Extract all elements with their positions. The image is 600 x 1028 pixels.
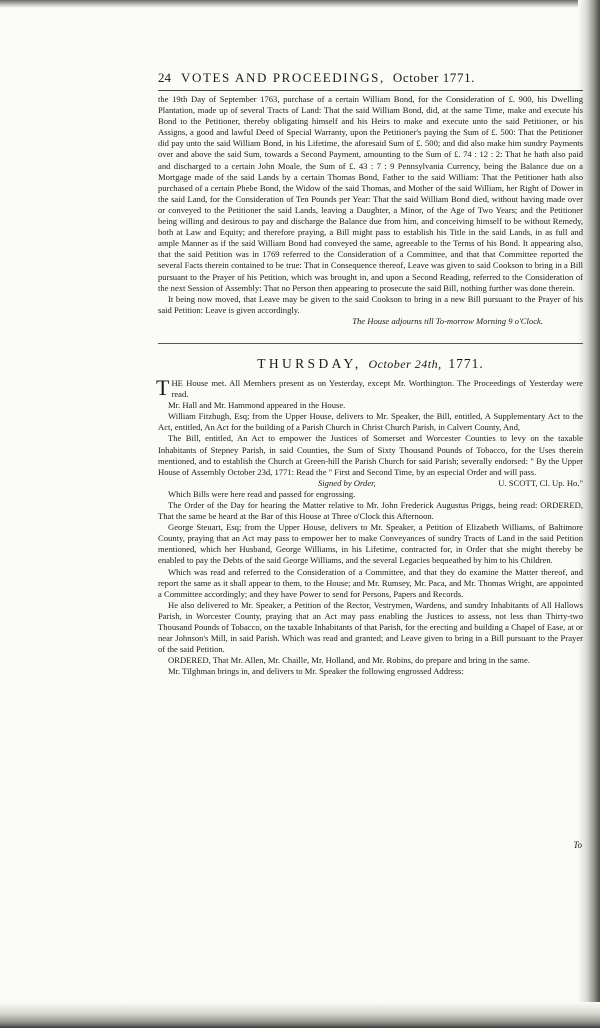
members-appeared: Mr. Hall and Mr. Hammond appeared in the House.	[168, 400, 346, 411]
committee-referral: Which was read and referred to the Consideration of a Committee, and that they do examine the Matter thereof, and report the same as it shall appear to them, to the House; and Mr. Rumsey, Mr. Paca, and Mr. Thomas Wright, are appointed a Committee accordingly; and they have Power to send for Persons, Papers and Records.	[158, 566, 583, 599]
day-heading	[158, 356, 583, 372]
day-name: THURSDAY,	[257, 355, 362, 371]
page-bottom-edge	[0, 1002, 600, 1028]
all-hallows-petition: He also delivered to Mr. Speaker, a Petition of the Rector, Vestrymen, Wardens, and sundry Inhabitants of All Hallows Parish, in Worcester County, praying that an Act may pass enabling the Justices to assess, not less than Thirty-two Thousand Pounds of Tobacco, on the taxable Inhabitants of that Parish, for the erecting and building a Chapel of Ease, at or near Johnson's Mill, in said Parish. Which was read and granted; and Leave given to bring in a Bill pursuant to the Prayer of the said Petition.	[158, 599, 583, 655]
header-rule	[158, 90, 583, 91]
drop-cap: T	[156, 374, 170, 400]
running-title: VOTES AND PROCEEDINGS,	[181, 70, 385, 85]
adjournment-note: The House adjourns till To-morrow Morning 9 o'Clock.	[352, 315, 543, 326]
section-divider	[158, 343, 583, 344]
house-met-paragraph	[156, 374, 583, 400]
running-head	[158, 70, 583, 86]
day-date: October 24th,	[368, 356, 442, 371]
leave-paragraph: It being now moved, that Leave may be given to the said Cookson to bring in a new Bill pursuant to the Prayer of his said Petition: Leave is given accordingly.	[158, 293, 583, 315]
catchword: To	[573, 840, 582, 850]
signature-line	[158, 478, 583, 489]
stepney-bill: The Bill, entitled, An Act to empower the Justices of Somerset and Worcester Counties to levy on the taxable Inhabitants of Stepney Parish, in said Counties, the Sum of Sixty Thousand Pounds of Tobacco, for the Uses therein mentioned, and to establish the Church at Green-hill the Parish Church for said Parish; severally endorsed: " By the Upper House of Assembly October 23d, 1771: Read the " First and Second Time, by an especial Order and will pass.	[158, 433, 583, 477]
signature-name: U. SCOTT, Cl. Up. Ho."	[498, 477, 583, 488]
house-met-text: HE House met. All Members present as on Yesterday, except Mr. Worthington. The Proceedings of Yesterday were read.	[171, 377, 583, 400]
prepare-bill-order: ORDERED, That Mr. Allen, Mr. Chaille, Mr. Holland, and Mr. Robins, do prepare and bring in the same.	[168, 655, 530, 666]
day-year: 1771.	[448, 355, 484, 371]
page-top-edge	[0, 0, 600, 8]
bills-engrossing: Which Bills were here read and passed for engrossing.	[168, 488, 356, 499]
running-date: October 1771.	[392, 70, 476, 85]
fitzhugh-delivery: William Fitzhugh, Esq; from the Upper House, delivers to Mr. Speaker, the Bill, entitled, A Supplementary Act to the Act, entitled, An Act for the building of a Parish Church in Christ Church Parish, in Calvert County, And,	[158, 411, 583, 433]
priggs-order: The Order of the Day for hearing the Matter relative to Mr. John Frederick Augustus Priggs, being read: ORDERED, That the same be heard at the Bar of this House at Three o'Clock this Afternoon.	[158, 500, 583, 522]
tilghman-address: Mr. Tilghman brings in, and delivers to Mr. Speaker the following engrossed Address:	[168, 666, 464, 677]
page-number: 24	[158, 70, 171, 85]
continued-paragraph: the 19th Day of September 1763, purchase of a certain William Bond, for the Consideration of £. 900, his Dwelling Plantation, made up of several Tracts of Land: That the said William Bond, did, at the same Time, make and execute his Bond to the Petitioner, thereby obligating himself and his Heirs to make and execute unto the said Petitioner, or his Assigns, a good and lawful Deed of Special Warranty, upon the Petitioner's paying the Sum of £. 500: That the Petitioner did pay unto the said William Bond, in his Lifetime, the aforesaid Sum of £. 500; and did also make him sundry Payments over and above the said Sum, towards a Second Payment, amounting to the Sum of £. 74 : 12 : 2: That he hath also paid and discharged to a certain John Moale, the Sum of £. 43 : 7 : 9 Pennsylvania Currency, being the Balance due on a Mortgage made of the said Lands by a certain Thomas Bond, Father to the said William: That the Petitioner hath also purchased of a certain Phebe Bond, the Widow of the said Thomas, and Mother of the said William, her Right of Dower in the said Land, for the Consideration of Ten Pounds per Year: That the said William Bond died, without having made over or conveyed to the Petitioner the said Lands, leaving a Daughter, a Minor, of the Age of Two Years; and the Petitioner being willing and desirous to pay and discharge the Balance due from him, and conceiving himself to be without Remedy, both at Law and Equity; and therefore praying, a Bill might pass to establish his Title in the said Lands, in as full and ample Manner as if the said William Bond had conveyed the same, agreeable to the Terms of his Bond. It appearing also, that the said Petition was in 1769 referred to the Consideration of a Committee, and that that Committee reported the several Facts therein contained to be true: That in Consequence thereof, Leave was given to said Cookson to bring in a Bill pursuant to the Prayer of his Petition, which was brought in, and upon a Second Reading, referred to the Consideration of the next Session of Assembly: That no Person then appearing to prosecute the said Bill, nothing further was done therein.	[158, 94, 583, 293]
signature-label: Signed by Order,	[318, 477, 376, 488]
williams-petition: George Steuart, Esq; from the Upper House, delivers to Mr. Speaker, a Petition of Elizabeth Williams, of Baltimore County, praying that an Act may pass to empower her to make Conveyances of sundry Tracts of Land in the said Petition mentioned, which her Husband, George Williams, in his Lifetime, contracted for, in Order that she might thereby be enabled to pay the Debts of the said George Williams, and the several Legacies bequeathed by him to his Children.	[158, 522, 583, 566]
page-content	[158, 70, 583, 678]
